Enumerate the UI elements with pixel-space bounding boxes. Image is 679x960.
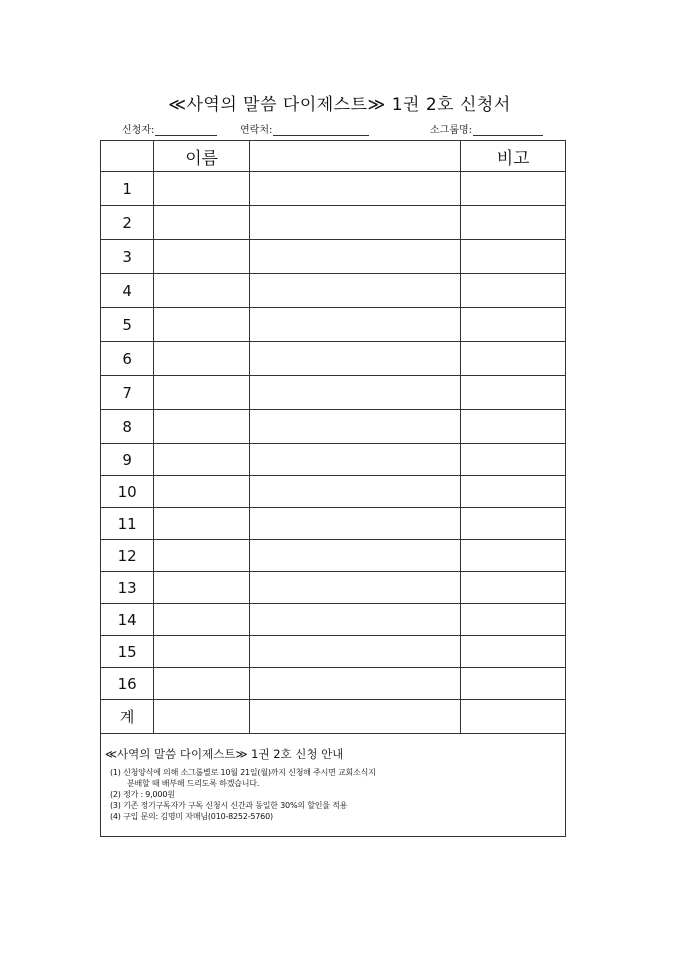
row-number: 13 <box>101 572 154 604</box>
table-row <box>101 308 566 342</box>
detail-cell[interactable] <box>249 636 460 668</box>
table-row <box>101 572 566 604</box>
group-label: 소그룹명: <box>430 125 473 136</box>
notice-item: 분배할 때 배부해 드리도록 하겠습니다. <box>127 779 260 788</box>
name-cell[interactable] <box>154 508 250 540</box>
remarks-cell[interactable] <box>461 508 566 540</box>
detail-cell[interactable] <box>249 476 460 508</box>
name-cell[interactable] <box>154 444 250 476</box>
table-row <box>101 508 566 540</box>
remarks-cell[interactable] <box>461 410 566 444</box>
remarks-cell[interactable] <box>461 342 566 376</box>
row-number: 14 <box>101 604 154 636</box>
row-number: 8 <box>101 410 154 444</box>
table-row <box>101 476 566 508</box>
applicant-fields <box>100 121 566 137</box>
table-row <box>101 636 566 668</box>
detail-cell[interactable] <box>249 444 460 476</box>
total-label: 계 <box>101 700 154 734</box>
header-cell-remarks: 비고 <box>461 141 566 172</box>
detail-cell[interactable] <box>249 572 460 604</box>
table-row <box>101 274 566 308</box>
row-number: 3 <box>101 240 154 274</box>
detail-cell[interactable] <box>249 604 460 636</box>
remarks-cell[interactable] <box>461 636 566 668</box>
row-number: 10 <box>101 476 154 508</box>
name-cell[interactable] <box>154 274 250 308</box>
name-cell[interactable] <box>154 540 250 572</box>
total-row <box>101 700 566 734</box>
remarks-cell[interactable] <box>461 476 566 508</box>
remarks-cell[interactable] <box>461 206 566 240</box>
remarks-cell[interactable] <box>461 700 566 734</box>
row-number: 2 <box>101 206 154 240</box>
name-cell[interactable] <box>154 206 250 240</box>
detail-cell[interactable] <box>249 376 460 410</box>
contact-line <box>273 124 369 136</box>
detail-cell[interactable] <box>249 308 460 342</box>
row-number: 9 <box>101 444 154 476</box>
detail-cell[interactable] <box>249 206 460 240</box>
name-cell[interactable] <box>154 476 250 508</box>
remarks-cell[interactable] <box>461 308 566 342</box>
row-number: 7 <box>101 376 154 410</box>
remarks-cell[interactable] <box>461 274 566 308</box>
remarks-cell[interactable] <box>461 376 566 410</box>
detail-cell[interactable] <box>249 410 460 444</box>
row-number: 11 <box>101 508 154 540</box>
notice-item: (3) 기존 정기구독자가 구독 신청시 신간과 동일한 30%의 할인율 적용 <box>110 801 348 810</box>
detail-cell[interactable] <box>249 240 460 274</box>
table-row <box>101 240 566 274</box>
table-row <box>101 376 566 410</box>
group-line <box>473 124 543 136</box>
detail-cell[interactable] <box>249 342 460 376</box>
applicant-field[interactable] <box>122 121 217 136</box>
table-row <box>101 206 566 240</box>
table-header-row <box>101 141 566 172</box>
remarks-cell[interactable] <box>461 540 566 572</box>
header-cell-name: 이름 <box>154 141 250 172</box>
detail-cell[interactable] <box>249 274 460 308</box>
row-number: 12 <box>101 540 154 572</box>
applicant-line <box>155 124 217 136</box>
detail-cell[interactable] <box>249 700 460 734</box>
row-number: 15 <box>101 636 154 668</box>
name-cell[interactable] <box>154 172 250 206</box>
remarks-cell[interactable] <box>461 444 566 476</box>
detail-cell[interactable] <box>249 172 460 206</box>
name-cell[interactable] <box>154 668 250 700</box>
table-row <box>101 410 566 444</box>
name-cell[interactable] <box>154 308 250 342</box>
name-cell[interactable] <box>154 240 250 274</box>
applicant-label: 신청자: <box>122 125 155 136</box>
name-cell[interactable] <box>154 342 250 376</box>
name-cell[interactable] <box>154 410 250 444</box>
group-field[interactable] <box>430 121 543 136</box>
notice-box <box>100 734 566 837</box>
contact-field[interactable] <box>240 121 369 136</box>
notice-title: ≪사역의 말씀 다이제스트≫ 1권 2호 신청 안내 <box>105 747 344 761</box>
detail-cell[interactable] <box>249 540 460 572</box>
name-cell[interactable] <box>154 572 250 604</box>
table-row <box>101 604 566 636</box>
notice-item: (4) 구입 문의: 김명미 자매님(010-8252-5760) <box>110 812 273 821</box>
remarks-cell[interactable] <box>461 240 566 274</box>
remarks-cell[interactable] <box>461 604 566 636</box>
document-title: ≪사역의 말씀 다이제스트≫ 1권 2호 신청서 <box>168 95 511 115</box>
remarks-cell[interactable] <box>461 172 566 206</box>
remarks-cell[interactable] <box>461 668 566 700</box>
table-row <box>101 342 566 376</box>
contact-label: 연락처: <box>240 125 273 136</box>
row-number: 4 <box>101 274 154 308</box>
application-table <box>100 140 566 734</box>
table-row <box>101 444 566 476</box>
header-cell-blank <box>249 141 460 172</box>
table-row <box>101 668 566 700</box>
name-cell[interactable] <box>154 636 250 668</box>
name-cell[interactable] <box>154 604 250 636</box>
table-row <box>101 540 566 572</box>
row-number: 1 <box>101 172 154 206</box>
notice-item: (2) 정가 : 9,000원 <box>110 790 175 799</box>
row-number: 6 <box>101 342 154 376</box>
remarks-cell[interactable] <box>461 572 566 604</box>
detail-cell[interactable] <box>249 508 460 540</box>
notice-item: (1) 신청양식에 의해 소그룹별로 10월 21일(월)까지 신청해 주시면 교회소식지 <box>110 768 376 777</box>
name-cell[interactable] <box>154 700 250 734</box>
header-cell-number <box>101 141 154 172</box>
row-number: 16 <box>101 668 154 700</box>
row-number: 5 <box>101 308 154 342</box>
table-row <box>101 172 566 206</box>
detail-cell[interactable] <box>249 668 460 700</box>
name-cell[interactable] <box>154 376 250 410</box>
